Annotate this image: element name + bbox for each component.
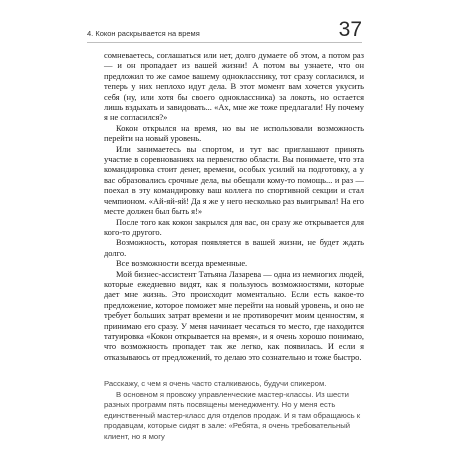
- paragraph: Возможность, которая появляется в вашей жизни, не будет ждать долго.: [104, 237, 364, 258]
- sidebar-paragraph: Расскажу, с чем я очень часто сталкиваюсь, будучи спикером.: [104, 379, 327, 388]
- paragraph: Все возможности всегда временные.: [116, 258, 248, 269]
- page-number: 37: [338, 18, 362, 41]
- paragraph: После того как кокон закрылся для вас, он сразу же открывается для кого-то другого.: [104, 216, 364, 237]
- paragraph: сомневаетесь, соглашаться или нет, долго думаете об этом, а потом раз — и он пропадает из вашей жизни! А потом вы узнаете, что он предложил то же самое вашему однокласснику, тот сразу согласился, и теперь у них неплохо идут дела. В этот момент вам хочется укусить себя (ну, или хотя бы своего одноклассника) за локоть, но остается лишь вздыхать и завидовать... «Ах, мне же тоже предлагали! Ну почему я не согласился?»: [104, 50, 364, 123]
- sidebar-paragraph: В основном я провожу управленческие мастер-классы. Из шести разных программ пять посвящены менеджменту. Но у меня есть единственный мастер-класс для отделов продаж. И я там обращаюсь к продавцам, которые сидят в зале: «Ребята, я очень требовательный клиент, но я могу: [104, 389, 361, 441]
- paragraph: Кокон открылся на время, но вы не использовали возможность перейти на новый уровень.: [104, 122, 364, 144]
- main-text: [104, 50, 364, 362]
- paragraph: Мой бизнес-ассистент Татьяна Лазарева — одна из немногих людей, которые ежедневно видят, как я пользуюсь возможностями, которые дает мне жизнь. Это происходит моментально. Если есть какое-то предложение, которое поможет мне перейти на новый уровень, и оно не требует больших затрат времени и не противоречит моим ценностям, я принимаю его сразу. У меня начинает чесаться то место, где находится татуировка «Кокон открывается на время», и я очень хорошо понимаю, что возможность пропадет так же легко, как появилась. И если я отказываюсь от предложений, то делаю это сознательно и тоже быстро.: [104, 268, 364, 362]
- sidebar-note: [104, 379, 366, 443]
- paragraph: Или занимаетесь вы спортом, и тут вас приглашают принять участие в соревнованиях на первенство области. Вы понимаете, что эта командировка стоит денег, времени, особых усилий на подготовку, а у вас образовались срочные дела, вы обещали кому-то помощь... и раз — поехал в эту командировку ваш коллега по спортивной секции и стал чемпионом. «Ай-яй-яй! Да я же у него несколько раз выигрывал! На его месте должен был быть я!»: [104, 143, 364, 217]
- running-head: 4. Кокон раскрывается на время: [87, 29, 200, 38]
- header-divider: [87, 42, 362, 43]
